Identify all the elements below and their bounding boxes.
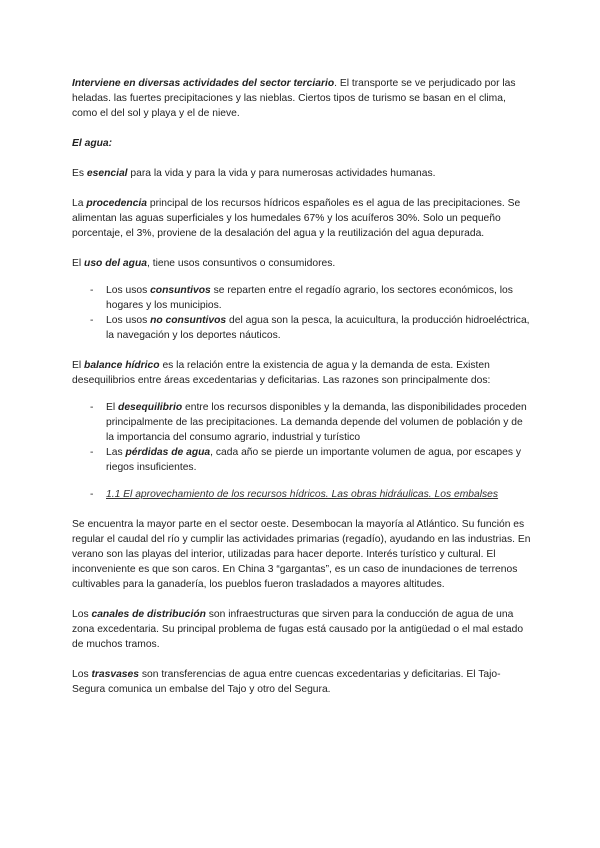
text-run: Es (72, 168, 87, 179)
list-item (72, 283, 532, 313)
paragraph-esencial (72, 166, 532, 181)
paragraph-trasvases (72, 667, 532, 697)
text-run: , tiene usos consuntivos o consumidores. (146, 258, 336, 269)
emphasis-no-consuntivos: no consuntivos (150, 315, 227, 326)
emphasis-consuntivos: consuntivos (150, 285, 211, 296)
emphasis-uso-del-agua: uso del agua (84, 258, 147, 269)
text-run: son infraestructuras que sirven para la conducción de agua de una zona excedentaria. Su principal problema de fugas está causado por la antigüedad o el mal estado de muchos tramos. (72, 609, 524, 650)
emphasis-canales-de-distribucion: canales de distribución (91, 609, 206, 620)
emphasis-esencial: esencial (86, 168, 128, 179)
list-item (72, 313, 532, 343)
emphasis-perdidas-de-agua: pérdidas de agua (125, 447, 211, 458)
text-run: para la vida y para la vida y para numerosas actividades humanas. (127, 168, 436, 179)
document-body (72, 76, 532, 712)
text-run: El (72, 258, 85, 269)
emphasis-balance-hidrico: balance hídrico (84, 360, 160, 371)
text-run: Las (106, 447, 126, 458)
list-subsection (72, 487, 532, 502)
text-run: Los usos (106, 315, 151, 326)
emphasis-procedencia: procedencia (86, 198, 147, 209)
text-run: entre los recursos disponibles y la demanda, las disponibilidades proceden principalmente de las precipitaciones. La demanda depende del volumen de población y de la importancia del consumo agrario, industrial y turístico (106, 402, 527, 443)
text-run: El (72, 360, 85, 371)
text-run: se reparten entre el regadío agrario, los sectores económicos, los hogares y los municipios. (106, 285, 513, 311)
emphasis-desequilibrio: desequilibrio (118, 402, 183, 413)
list-item (72, 445, 532, 475)
section-heading-agua: El agua: (72, 138, 113, 149)
paragraph-balance-hidrico (72, 358, 532, 388)
text-run: principal de los recursos hídricos españoles es el agua de las precipitaciones. Se alimentan las aguas superficiales y los humedales 67% y los acuíferos 30%. Solo un pequeño porcentaje, el 3%, proviene de la desalación del agua y la reutilización del agua depurada. (72, 198, 521, 239)
list-item (72, 400, 532, 445)
text-run: Los (72, 609, 92, 620)
list-item (72, 487, 532, 502)
subsection-heading-embalses: 1.1 El aprovechamiento de los recursos hídricos. Las obras hidráulicas. Los embalses (106, 489, 499, 500)
text-run: son transferencias de agua entre cuencas excedentarias y deficitarias. El Tajo-Segura comunica un embalse del Tajo y otro del Segura. (72, 669, 501, 695)
emphasis-sector-terciario: Interviene en diversas actividades del sector terciario (72, 78, 335, 89)
paragraph-sector-terciario (72, 76, 532, 121)
text-run: El (106, 402, 119, 413)
paragraph-text: . El transporte se ve perjudicado por las heladas. las fuertes precipitaciones y las nieblas. Ciertos tipos de turismo se basan en el clima, como el del sol y playa y el de nieve. (72, 78, 516, 119)
paragraph-uso-del-agua (72, 256, 532, 271)
text-run: Los (72, 669, 92, 680)
text-run: es la relación entre la existencia de agua y la demanda de esta. Existen desequilibrios entre áreas excedentarias y deficitarias. Las razones son principalmente dos: (72, 360, 491, 386)
text-run: , cada año se pierde un importante volumen de agua, por escapes y riegos insuficientes. (106, 447, 521, 473)
list-usos (72, 283, 532, 343)
paragraph-embalses: Se encuentra la mayor parte en el sector oeste. Desembocan la mayoría al Atlántico. Su función es regular el caudal del río y cumplir las actividades primarias (regadío), ayudando en las industrias. En verano son las playas del interior, utilizadas para hacer deporte. Interés turístico y cultural. El inconveniente es que son caros. En China 3 “gargantas”, es un caso de inundaciones de terrenos cultivables para la ganadería, los pueblos fueron trasladados a mayores altitudes. (72, 519, 531, 590)
emphasis-trasvases: trasvases (91, 669, 139, 680)
text-run: La (72, 198, 87, 209)
text-run: del agua son la pesca, la acuicultura, la producción hidroeléctrica, la navegación y los deportes náuticos. (106, 315, 530, 341)
paragraph-canales (72, 607, 532, 652)
text-run: Los usos (106, 285, 151, 296)
list-razones (72, 400, 532, 475)
paragraph-procedencia (72, 196, 532, 241)
